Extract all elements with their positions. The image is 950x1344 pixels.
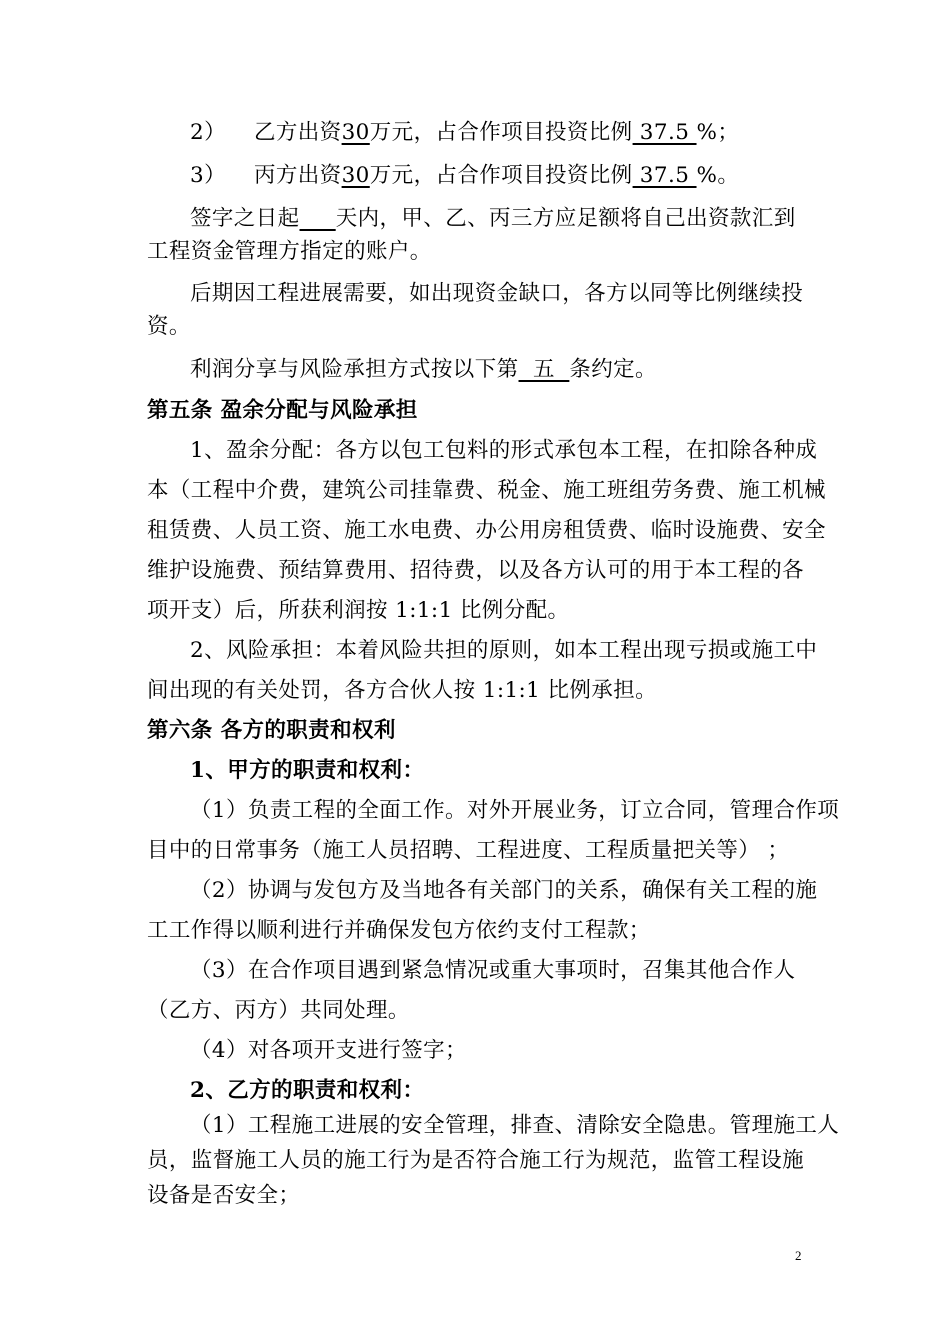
deadline-line: 签字之日起 天内，甲、乙、丙三方应足额将自己出资款汇到 (190, 206, 796, 231)
party-a-item1-line: 目中的日常事务（施工人员招聘、工程进度、工程质量把关等） ； (147, 838, 790, 863)
party-b-item1-line: （1）工程施工进展的安全管理，排查、清除安全隐患。管理施工人 (190, 1113, 840, 1138)
party-a-heading: 1、甲方的职责和权利： (190, 758, 425, 783)
later-line: 后期因工程进展需要，如出现资金缺口，各方以同等比例继续投 (190, 281, 804, 306)
article5-p1-line: 维护设施费、预结算费用、招待费，以及各方认可的用于本工程的各 (147, 558, 805, 583)
investment-line-b: 2） 乙方出资30万元，占合作项目投资比例 37.5 %； (190, 120, 740, 145)
article6-heading: 第六条 各方的职责和权利 (147, 718, 396, 743)
party-a-item2-line: （2）协调与发包方及当地各有关部门的关系，确保有关工程的施 (190, 878, 818, 903)
party-a-item4-line: （4）对各项开支进行签字； (190, 1038, 467, 1063)
party-b-item1-line: 员，监督施工人员的施工行为是否符合施工行为规范，监管工程设施 (147, 1148, 805, 1173)
article5-p2-line: 间出现的有关处罚，各方合伙人按 1:1:1 比例承担。 (147, 678, 657, 703)
article5-heading: 第五条 盈余分配与风险承担 (147, 398, 418, 423)
party-b-heading: 2、乙方的职责和权利： (190, 1078, 425, 1103)
party-a-item3-line: （乙方、丙方）共同处理。 (147, 998, 410, 1023)
article5-p1-line: 项开支）后，所获利润按 1:1:1 比例分配。 (147, 598, 570, 623)
profit-method-line: 利润分享与风险承担方式按以下第 五 条约定。 (190, 357, 657, 382)
party-a-item3-line: （3）在合作项目遇到紧急情况或重大事项时，召集其他合作人 (190, 958, 796, 983)
article5-p2-line: 2、风险承担：本着风险共担的原则，如本工程出现亏损或施工中 (190, 638, 818, 663)
party-a-item1-line: （1）负责工程的全面工作。对外开展业务，订立合同，管理合作项 (190, 798, 840, 823)
investment-line-c: 3） 丙方出资30万元，占合作项目投资比例 37.5 %。 (190, 163, 740, 188)
later-line-cont: 资。 (147, 314, 191, 339)
deadline-line-cont: 工程资金管理方指定的账户。 (147, 239, 432, 264)
article5-p1-line: 本（工程中介费，建筑公司挂靠费、税金、施工班组劳务费、施工机械 (147, 478, 826, 503)
article5-p1-line: 1、盈余分配：各方以包工包料的形式承包本工程，在扣除各种成 (190, 438, 818, 463)
page-number: 2 (795, 1248, 802, 1263)
party-a-item2-line: 工工作得以顺利进行并确保发包方依约支付工程款； (147, 918, 651, 943)
article5-p1-line: 租赁费、人员工资、施工水电费、办公用房租赁费、临时设施费、安全 (147, 518, 826, 543)
party-b-item1-line: 设备是否安全； (147, 1183, 301, 1208)
